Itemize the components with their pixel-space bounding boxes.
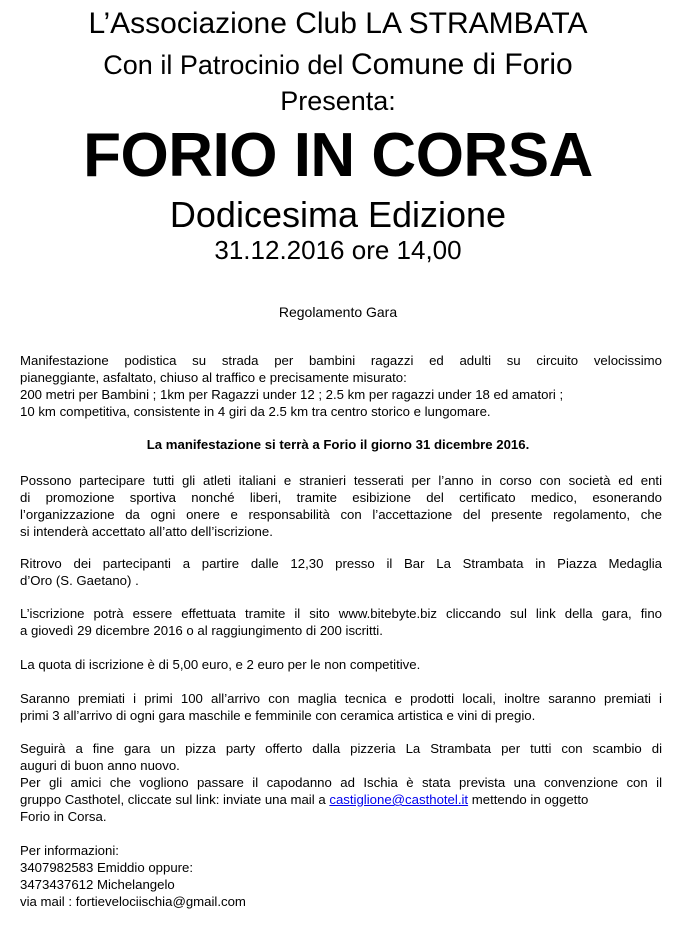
presents-line: Presenta: bbox=[280, 86, 396, 116]
paragraph-line: 10 km competitiva, consistente in 4 giri da 2.5 km tra centro storico e lungomare. bbox=[20, 404, 491, 419]
paragraph-line: Ritrovo dei partecipanti a partire dalle 12,30 presso il Bar La Strambata in Piazza Medaglia bbox=[20, 556, 662, 571]
contact-phone-2: 3473437612 Michelangelo bbox=[20, 877, 175, 892]
paragraph-line: 200 metri per Bambini ; 1km per Ragazzi under 12 ; 2.5 km per ragazzi under 18 ed amatori ; bbox=[20, 387, 564, 402]
paragraph-line: pianeggiante, asfaltato, chiuso al traffico e precisamente misurato: bbox=[20, 370, 407, 385]
patronage-municipality: Comune di Forio bbox=[350, 48, 573, 81]
paragraph-fee bbox=[20, 656, 662, 673]
edition-line: Dodicesima Edizione bbox=[169, 194, 507, 235]
link-intro-text: gruppo Casthotel, cliccate sul link: inviate una mail a bbox=[20, 792, 330, 807]
contact-heading: Per informazioni: bbox=[20, 843, 119, 858]
paragraph-line: Per gli amici che vogliono passare il capodanno ad Ischia è stata prevista una convenzione con il bbox=[20, 775, 662, 790]
paragraph-line: Possono partecipare tutti gli atleti italiani e stranieri tesserati per l’anno in corso con società ed enti bbox=[20, 473, 662, 488]
paragraph-line: L’iscrizione potrà essere effettuata tramite il sito www.bitebyte.biz cliccando sul link della gara, fino bbox=[20, 606, 662, 621]
contact-phone-1: 3407982583 Emiddio oppure: bbox=[20, 860, 194, 875]
paragraph-line bbox=[20, 791, 662, 808]
paragraph-description bbox=[20, 352, 662, 420]
paragraph-line: Manifestazione podistica su strada per bambini ragazzi ed adulti su circuito velocissimo bbox=[20, 353, 662, 368]
hotel-email-link[interactable]: castiglione@casthotel.it bbox=[329, 792, 469, 807]
event-title: FORIO IN CORSA bbox=[83, 121, 593, 190]
regulation-title: Regolamento Gara bbox=[278, 304, 398, 320]
contact-info bbox=[20, 842, 662, 910]
paragraph-line: auguri di buon anno nuovo. bbox=[20, 758, 180, 773]
contact-email: via mail : fortievelociischia@gmail.com bbox=[20, 894, 246, 909]
paragraph-line: d’Oro (S. Gaetano) . bbox=[20, 573, 139, 588]
paragraph-prizes bbox=[20, 690, 662, 724]
paragraph-line: di promozione sportiva nonché liberi, tramite esibizione del certificato medico, esonerando bbox=[20, 490, 662, 505]
patronage-line bbox=[0, 48, 676, 82]
paragraph-participation bbox=[20, 472, 662, 540]
paragraph-line: a giovedì 29 dicembre 2016 o al raggiungimento di 200 iscritti. bbox=[20, 623, 383, 638]
paragraph-party bbox=[20, 740, 662, 825]
paragraph-line: si intenderà accettato all’atto dell’iscrizione. bbox=[20, 524, 273, 539]
paragraph-line: Seguirà a fine gara un pizza party offerto dalla pizzeria La Strambata per tutti con scambio di bbox=[20, 741, 662, 756]
paragraph-line: La quota di iscrizione è di 5,00 euro, e 2 euro per le non competitive. bbox=[20, 657, 421, 672]
paragraph-line: Saranno premiati i primi 100 all’arrivo con maglia tecnica e prodotti locali, inoltre saranno premiati i bbox=[20, 691, 662, 706]
event-date-highlight: La manifestazione si terrà a Forio il giorno 31 dicembre 2016. bbox=[146, 437, 530, 452]
organizer-line: L’Associazione Club LA STRAMBATA bbox=[88, 7, 588, 40]
link-outro-text: mettendo in oggetto bbox=[468, 792, 589, 807]
paragraph-meeting-point bbox=[20, 555, 662, 589]
paragraph-line: primi 3 all’arrivo di ogni gara maschile e femminile con ceramica artistica e vini di pregio. bbox=[20, 708, 536, 723]
paragraph-registration bbox=[20, 605, 662, 639]
date-line: 31.12.2016 ore 14,00 bbox=[214, 235, 462, 265]
paragraph-line: l’organizzazione da ogni onere e responsabilità con l’accettazione del presente regolamento, che bbox=[20, 507, 662, 522]
paragraph-line: Forio in Corsa. bbox=[20, 809, 107, 824]
patronage-prefix: Con il Patrocinio del bbox=[103, 50, 351, 80]
